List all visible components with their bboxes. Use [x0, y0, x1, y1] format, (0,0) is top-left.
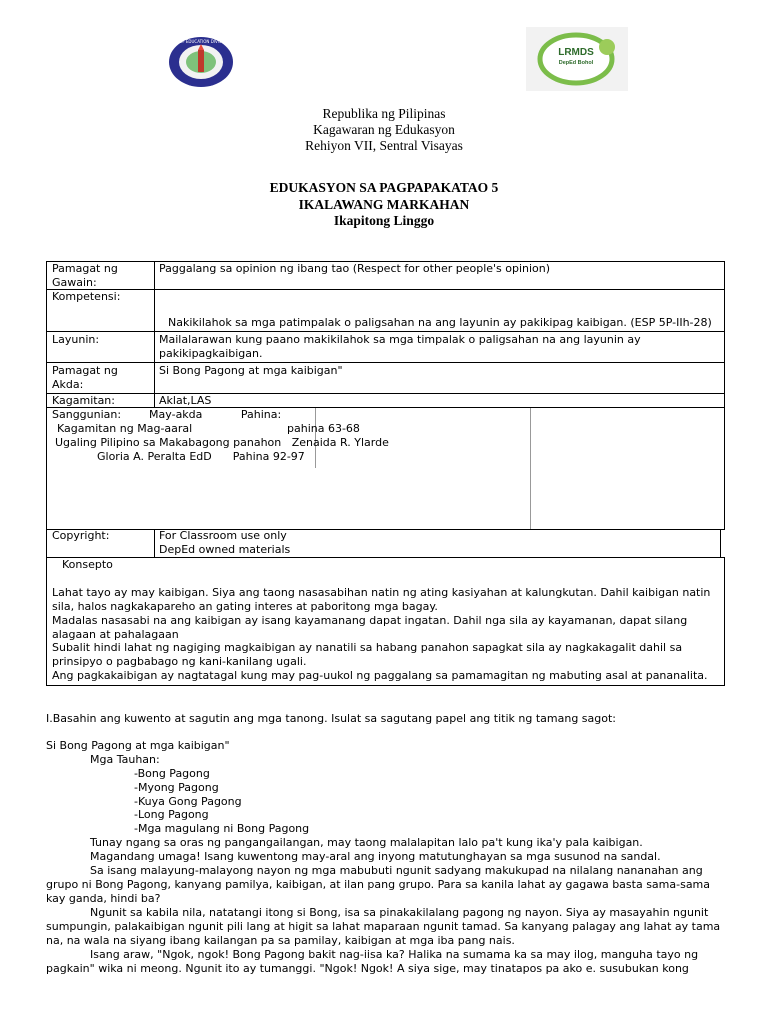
story-line: Isang araw, "Ngok, ngok! Bong Pagong bakit nag-iisa ka? Halika na sumama ka sa may ilog, manguha tayo ng: [90, 948, 699, 961]
story-line: grupo ni Bong Pagong, kanyang pamilya, kaibigan, at ilan pang grupo. Para sa kanila lahat ay gagawa basta sama-sama: [46, 878, 711, 891]
instruction: I.Basahin ang kuwento at sagutin ang mga tanong. Isulat sa sagutang papel ang titik ng tamang sagot:: [46, 712, 616, 725]
konsepto-line: alagaan at pahalagaan: [52, 628, 179, 641]
title-quarter: IKALAWANG MARKAHAN: [298, 197, 470, 212]
akda-label-2: Akda:: [52, 378, 84, 391]
konsepto-line: prinsipyo o pagbabago ng kani-kanilang ugali.: [52, 655, 307, 668]
pamagat-gawain-value: Paggalang sa opinion ng ibang tao (Respect for other people's opinion): [159, 262, 551, 275]
story-line: na, na wala na siyang ibang kailangan pa sa pamilay, kaibigan at mga iba pang nais.: [46, 934, 515, 947]
story-title: Si Bong Pagong at mga kaibigan": [46, 739, 230, 752]
tauhan-item: -Mga magulang ni Bong Pagong: [134, 822, 310, 835]
konsepto-line: Subalit hindi lahat ng nagiging magkaibigan ay nanatili sa habang panahon sapagkat sila ay nagkakagalit dahil sa: [52, 641, 683, 654]
copyright-value-2: DepEd owned materials: [159, 543, 291, 556]
sanggunian-ref2: Ugaling Pilipino sa Makabagong panahon Zenaida R. Ylarde: [55, 436, 389, 449]
pamagat-gawain-label-2: Gawain:: [52, 276, 97, 289]
sanggunian-ref3: Gloria A. Peralta EdD Pahina 92-97: [97, 450, 305, 463]
akda-value: Si Bong Pagong at mga kaibigan": [159, 364, 343, 377]
akda-label-1: Pamagat ng: [52, 364, 118, 377]
tauhan-label: Mga Tauhan:: [90, 753, 160, 766]
story-line: Sa isang malayung-malayong nayon ng mga mabubuti ngunit sadyang makukupad na nilalang nananahan ang: [90, 864, 703, 877]
kompetensi-label: Kompetensi:: [52, 290, 121, 303]
kagamitan-value: Aklat,LAS: [159, 394, 212, 407]
seal-text: DEPARTMENT OF EDUCATION DIVISION OF BOHOL: [151, 39, 251, 44]
story-line: kay ganda, hindi ba?: [46, 892, 161, 905]
tauhan-item: -Myong Pagong: [134, 781, 219, 794]
header-region: Rehiyon VII, Sentral Visayas: [305, 138, 463, 153]
konsepto-line: Madalas nasasabi na ang kaibigan ay isang kayamanang dapat ingatan. Dahil nga sila ay kayamanan, dapat silang: [52, 614, 688, 627]
lrmds-text: LRMDS: [558, 47, 594, 58]
copyright-label: Copyright:: [52, 529, 110, 542]
konsepto-line: Ang pagkakaibigan ay nagtatagal kung may pag-uukol ng paggalang sa pamamagitan ng mabuting asal at pananalita.: [52, 669, 708, 682]
tauhan-item: -Bong Pagong: [134, 767, 210, 780]
kagamitan-label: Kagamitan:: [52, 394, 115, 407]
layunin-value-1: Mailalarawan kung paano makikilahok sa mga timpalak o paligsahan na ang layunin ay: [159, 333, 641, 346]
story-line: sumpungin, palakaibigan ngunit pili lang at higit sa lahat maparaan ngunit tamad. Sa kanyang palagay ang lahat ay tama: [46, 920, 721, 933]
story-line: Ngunit sa kabila nila, natatangi itong si Bong, isa sa pinakakilalang pagong ng nayon. Siya ay masayahin ngunit: [90, 906, 709, 919]
title-subject: EDUKASYON SA PAGPAPAKATAO 5: [269, 180, 499, 195]
header-republic: Republika ng Pilipinas: [322, 106, 446, 121]
tauhan-item: -Long Pagong: [134, 808, 209, 821]
konsepto-label: Konsepto: [62, 558, 113, 571]
header-department: Kagawaran ng Edukasyon: [313, 122, 455, 137]
kompetensi-value: Nakikilahok sa mga patimpalak o paligsahan na ang layunin ay pakikipag kaibigan. (ESP 5P-IIh-28): [168, 316, 712, 329]
sanggunian-ref1-title: Kagamitan ng Mag-aaral: [57, 422, 193, 435]
story-line: Tunay ngang sa oras ng pangangailangan, may taong malalapitan lalo pa't kung ika'y pala kaibigan.: [90, 836, 643, 849]
story-line: Magandang umaga! Isang kuwentong may-aral ang inyong matutunghayan sa mga susunod na sandal.: [90, 850, 661, 863]
pamagat-gawain-label-1: Pamagat ng: [52, 262, 118, 275]
deped-seal-logo: [151, 36, 251, 88]
sanggunian-ref1-pages: pahina 63-68: [287, 422, 360, 435]
sanggunian-header: Sanggunian: May-akda Pahina:: [52, 408, 282, 421]
konsepto-line: Lahat tayo ay may kaibigan. Siya ang taong nasasabihan natin ng ating kasiyahan at kalungkutan. Dahil kaibigan natin: [52, 586, 711, 599]
tauhan-item: -Kuya Gong Pagong: [134, 795, 242, 808]
copyright-value-1: For Classroom use only: [159, 529, 287, 542]
title-week: Ikapitong Linggo: [333, 213, 435, 228]
story-line: pagkain" wika ni meong. Ngunit ito ay tumanggi. "Ngok! Ngok! A siya sige, may tinatapos pa ako e. susubukan kong: [46, 962, 689, 975]
layunin-label: Layunin:: [52, 333, 100, 346]
lrmds-subtext: DepEd Bohol: [558, 60, 594, 66]
layunin-value-2: pakikipagkaibigan.: [159, 347, 263, 360]
konsepto-line: sila, halos nagkakapareho an gating interes at paboritong mga bagay.: [52, 600, 438, 613]
lrmds-logo: [526, 27, 628, 91]
